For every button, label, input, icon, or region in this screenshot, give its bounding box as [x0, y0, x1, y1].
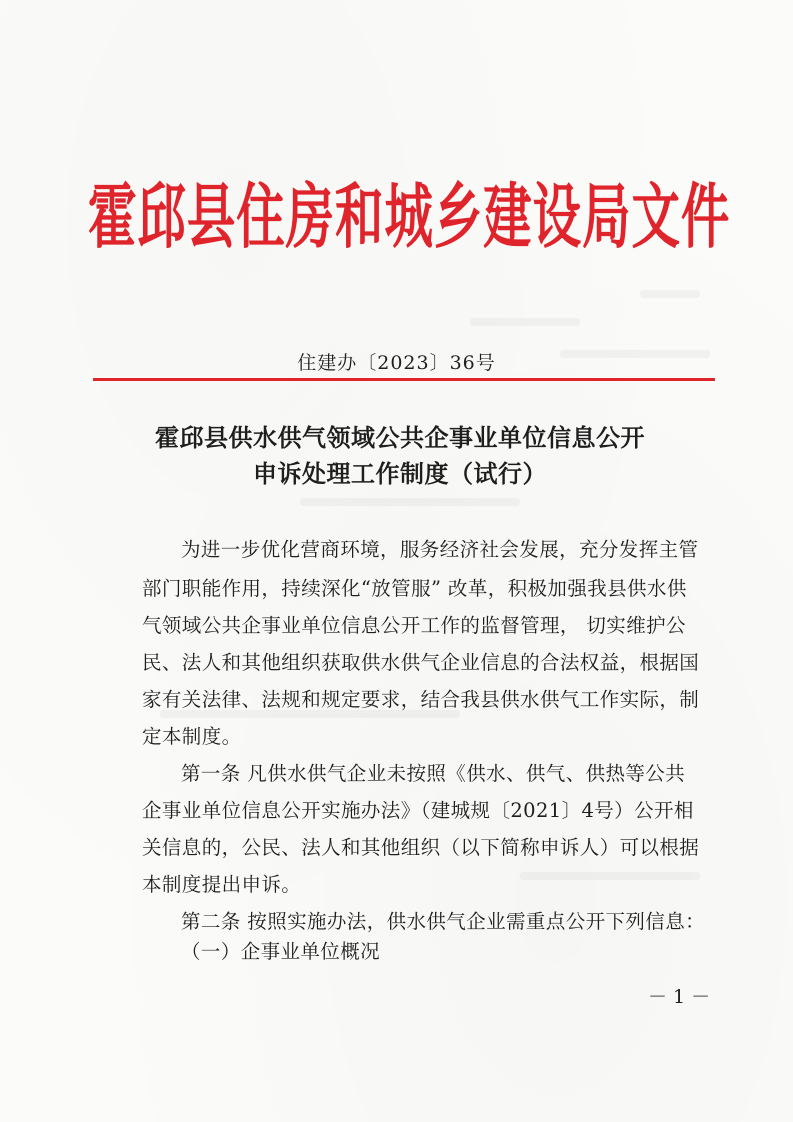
bleed-through-mark: [470, 318, 580, 326]
body-line: 为进一步优化营商环境，服务经济社会发展，充分发挥主管: [181, 538, 699, 561]
body-line: 定本制度。: [142, 725, 242, 748]
page-number: － 1 －: [648, 986, 711, 1008]
document-title-line-2: 申诉处理工作制度（试行）: [253, 460, 547, 488]
red-separator-line: [93, 378, 715, 381]
article-one-line: 第一条 凡供水供气企业未按照《供水、供气、供热等公共: [181, 762, 686, 785]
body-line: 部门职能作用，持续深化“放管服” 改革，积极加强我县供水供: [142, 577, 687, 600]
article-two-line: 第二条 按照实施办法，供水供气企业需重点公开下列信息：: [181, 910, 705, 933]
body-line: 民、法人和其他组织获取供水供气企业信息的合法权益，根据国: [142, 651, 700, 674]
bleed-through-mark: [520, 872, 700, 880]
body-line: 家有关法律、法规和规定要求，结合我县供水供气工作实际，制: [142, 688, 700, 711]
issuer-header-title: 霍邱县住房和城乡建设局文件: [88, 177, 731, 259]
document-number: 住建办〔2023〕36号: [297, 352, 496, 374]
article-one-line: 关信息的，公民、法人和其他组织（以下简称申诉人）可以根据: [142, 836, 700, 859]
body-line: 气领域公共企事业单位信息公开工作的监督管理， 切实维护公: [142, 614, 686, 637]
article-one-line: 本制度提出申诉。: [142, 873, 302, 896]
bleed-through-mark: [300, 498, 520, 506]
document-title-line-1: 霍邱县供水供气领域公共企事业单位信息公开: [155, 424, 645, 452]
section-heading: （一）企事业单位概况: [181, 940, 381, 963]
article-one-line: 企事业单位信息公开实施办法》（建城规〔2021〕4号）公开相: [142, 799, 694, 822]
